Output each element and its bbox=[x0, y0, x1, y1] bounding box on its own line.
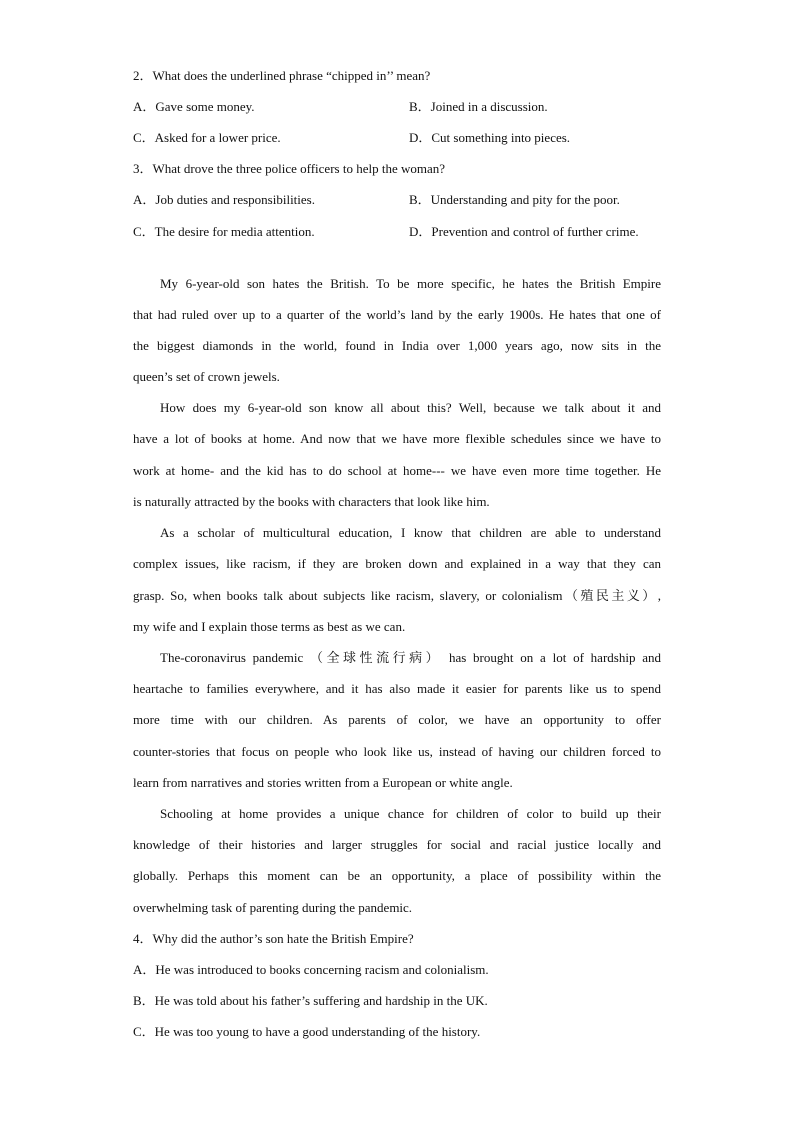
passage-p1-line-1: My 6-year-old son hates the British. To be more specific, he hates the British Empire bbox=[160, 276, 661, 291]
passage-p5-line-4: overwhelming task of parenting during the pandemic. bbox=[133, 900, 413, 915]
passage-p4-line-3: more time with our children. As parents of color, we have an opportunity to offer bbox=[133, 712, 661, 727]
question-3-option-c: C．The desire for media attention. bbox=[133, 224, 315, 239]
passage-p3-line-4: my wife and I explain those terms as best as we can. bbox=[133, 619, 406, 634]
question-4-option-c: C．He was too young to have a good understanding of the history. bbox=[133, 1024, 481, 1039]
question-3-option-b: B．Understanding and pity for the poor. bbox=[409, 192, 620, 207]
passage-p5-line-3: globally. Perhaps this moment can be an opportunity, a place of possibility within the bbox=[133, 868, 661, 883]
passage-p4-line-5: learn from narratives and stories written from a European or white angle. bbox=[133, 775, 513, 790]
passage-p2-line-1: How does my 6-year-old son know all about this? Well, because we talk about it and bbox=[160, 400, 661, 415]
question-2-option-c: C．Asked for a lower price. bbox=[133, 130, 281, 145]
passage-p2-line-4: is naturally attracted by the books with characters that look like him. bbox=[133, 494, 490, 509]
passage-p1-line-2: that had ruled over up to a quarter of the world’s land by the early 1900s. He hates that one of bbox=[133, 307, 661, 322]
question-2-option-d: D．Cut something into pieces. bbox=[409, 130, 571, 145]
passage-p3-line-3: grasp. So, when books talk about subjects like racism, slavery, or colonialism（殖民主义）, bbox=[133, 588, 661, 603]
passage-p3-line-2: complex issues, like racism, if they are broken down and explained in a way that they can bbox=[133, 556, 661, 571]
question-4-stem: 4．Why did the author’s son hate the British Empire? bbox=[133, 931, 414, 946]
question-2-option-b: B．Joined in a discussion. bbox=[409, 99, 548, 114]
passage-p3-line-1: As a scholar of multicultural education, I know that children are able to understand bbox=[160, 525, 661, 540]
passage-p4-line-2: heartache to families everywhere, and it has also made it easier for parents like us to spend bbox=[133, 681, 661, 696]
passage-p1-line-3: the biggest diamonds in the world, found in India over 1,000 years ago, now sits in the bbox=[133, 338, 661, 353]
passage-p1-line-4: queen’s set of crown jewels. bbox=[133, 369, 280, 384]
question-4-option-a: A．He was introduced to books concerning racism and colonialism. bbox=[133, 962, 489, 977]
passage-p5-line-1: Schooling at home provides a unique chance for children of color to build up their bbox=[160, 806, 661, 821]
question-2-stem: 2．What does the underlined phrase “chipped in’’ mean? bbox=[133, 68, 431, 83]
question-3-stem: 3．What drove the three police officers to help the woman? bbox=[133, 161, 446, 176]
question-2-option-a: A．Gave some money. bbox=[133, 99, 255, 114]
question-4-option-b: B．He was told about his father’s suffering and hardship in the UK. bbox=[133, 993, 488, 1008]
passage-p2-line-2: have a lot of books at home. And now that we have more flexible schedules since we have to bbox=[133, 431, 661, 446]
question-3-option-d: D．Prevention and control of further crime. bbox=[409, 224, 639, 239]
passage-p4-line-1: The-coronavirus pandemic （全球性流行病） has brought on a lot of hardship and bbox=[160, 650, 661, 665]
passage-p4-line-4: counter-stories that focus on people who look like us, instead of having our children forced to bbox=[133, 744, 661, 759]
passage-p5-line-2: knowledge of their histories and larger struggles for social and racial justice locally and bbox=[133, 837, 661, 852]
passage-p2-line-3: work at home- and the kid has to do school at home--- we have even more time together. He bbox=[133, 463, 661, 478]
question-3-option-a: A．Job duties and responsibilities. bbox=[133, 192, 315, 207]
